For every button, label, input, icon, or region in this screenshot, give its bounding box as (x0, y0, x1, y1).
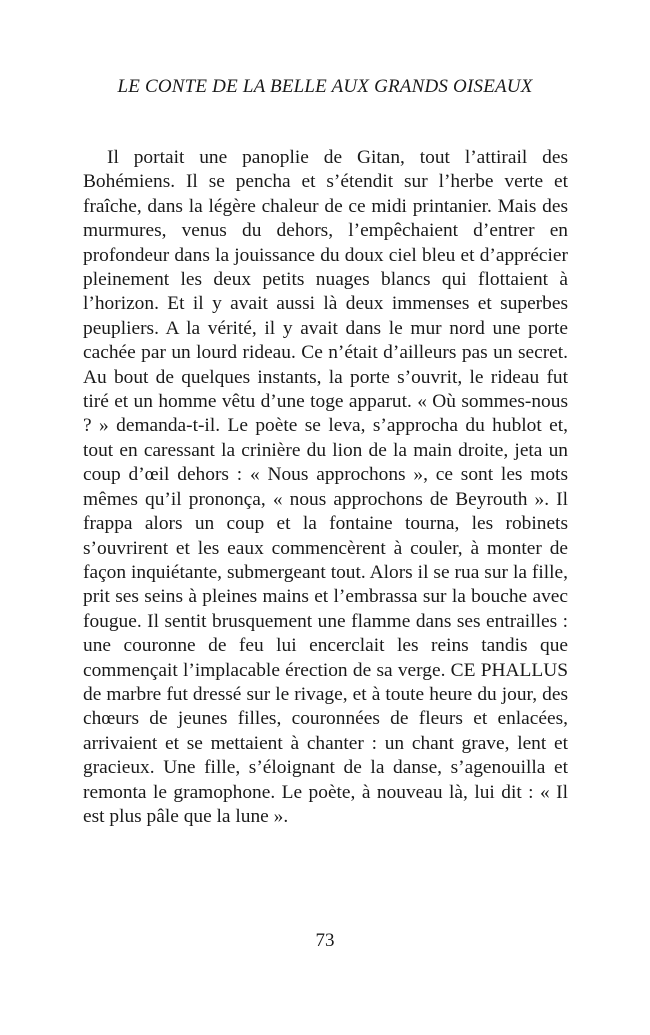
page-number: 73 (315, 930, 335, 951)
running-head-title: LE CONTE DE LA BELLE AUX GRANDS OISEAUX (117, 76, 533, 97)
body-paragraph: Il portait une panoplie de Gitan, tout l’attirail des Bohémiens. Il se pencha et s’étendit sur l’herbe verte et fraîche, dans la légère chaleur de ce midi printanier. Mais des murmures, venus du dehors, l’empêchaient d’entrer en profondeur dans la jouissance du doux ciel bleu et d’apprécier pleinement les deux petits nuages blancs qui flottaient à l’horizon. Et il y avait aussi là deux immenses et superbes peupliers. A la vérité, il y avait dans le mur nord une porte cachée par un lourd rideau. Ce n’était d’ailleurs pas un secret. Au bout de quelques instants, la porte s’ouvrit, le rideau fut tiré et un homme vêtu d’une toge apparut. « Où sommes-nous ? » demanda-t-il. Le poète se leva, s’approcha du hublot et, tout en caressant la crinière du lion de la main droite, jeta un coup d’œil dehors : « Nous approchons », ce sont les mots mêmes qu’il prononça, « nous approchons de Beyrouth ». Il frappa alors un coup et la fontaine tourna, les robinets s’ouvrirent et les eaux commencèrent à couler, à monter de façon inquiétante, submergeant tout. Alors il se rua sur la fille, prit ses seins à pleines mains et l’embrassa sur la bouche avec fougue. Il sentit brusquement une flamme dans ses entrailles : une couronne de feu lui encerclait les reins tandis que commençait l’implacable érection de sa verge. CE PHALLUS de marbre fut dressé sur le rivage, et à toute heure du jour, des chœurs de jeunes filles, couronnées de fleurs et enlacées, arrivaient et se mettaient à chanter : un chant grave, lent et gracieux. Une fille, s’éloignant de la danse, s’agenouilla et remonta le gramophone. Le poète, à nouveau là, lui dit : « Il est plus pâle que la lune ». (83, 147, 568, 827)
